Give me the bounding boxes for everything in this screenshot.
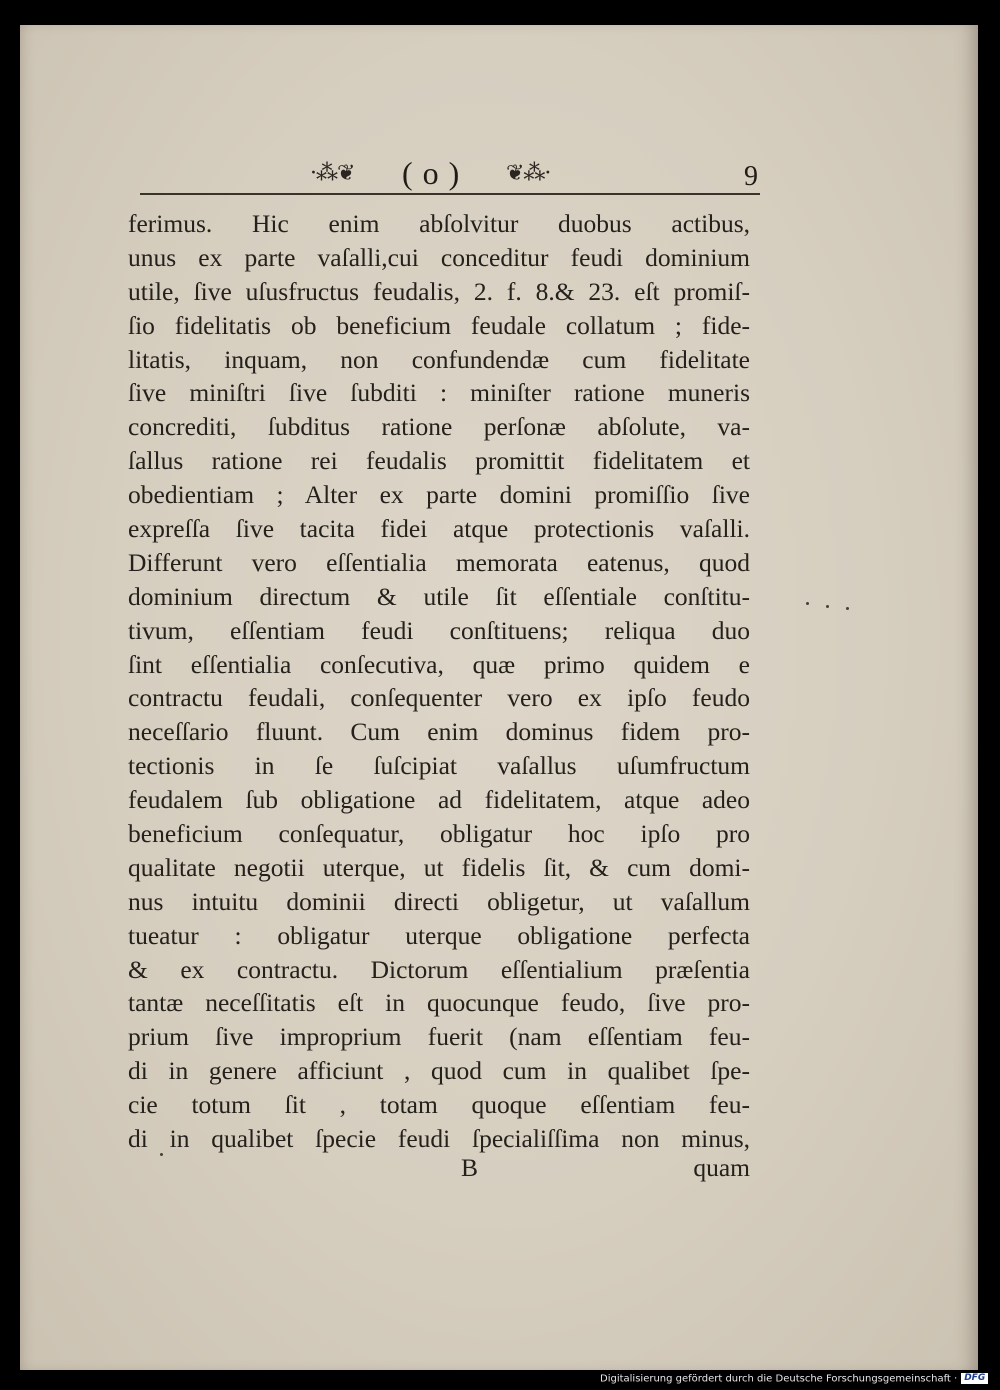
text-line: ſive miniſtri ſive ſubditi : miniſter ratione muneris — [128, 378, 750, 408]
text-line: litatis, inquam, non confundendæ cum fidelitate — [128, 344, 750, 374]
text-line: obedientiam ; Alter ex parte domini promiſſio ſive — [128, 480, 750, 510]
text-line: tivum, eſſentiam feudi conſtituens; reliqua duo — [128, 615, 750, 645]
paper-speck — [846, 607, 849, 610]
text-line: & ex contractu. Dictorum eſſentialium præſentia — [128, 954, 750, 984]
paper-speck — [806, 602, 809, 605]
body-text — [128, 207, 750, 1156]
text-line: neceſſario fluunt. Cum enim dominus fidem pro- — [128, 717, 750, 747]
text-line: di in genere afficiunt , quod cum in qualibet ſpe- — [128, 1056, 750, 1086]
text-line: ferimus. Hic enim abſolvitur duobus actibus, — [128, 209, 750, 238]
text-line: Differunt vero eſſentialia memorata eatenus, quod — [128, 547, 750, 577]
text-line: tectionis in ſe ſuſcipiat vaſallus uſumfructum — [128, 751, 750, 781]
text-line: utile, ſive uſusfructus feudalis, 2. f. 8.& 23. eſt promiſ- — [128, 276, 750, 306]
text-line: nus intuitu dominii directi obligetur, ut vaſallum — [128, 886, 750, 916]
text-line: contractu feudali, conſequenter vero ex ipſo feudo — [128, 683, 750, 713]
dfg-logo: DFG — [961, 1373, 988, 1384]
credit-text: Digitalisierung gefördert durch die Deutsche Forschungsgemeinschaft · — [600, 1373, 958, 1385]
text-line: feudalem ſub obligatione ad fidelitatem, atque adeo — [128, 785, 750, 815]
ornament-left-icon: ·⁂❦ — [310, 161, 355, 186]
running-head — [120, 153, 770, 197]
text-line: ſallus ratione rei feudalis promittit fidelitatem et — [128, 446, 750, 476]
text-line: ſio fidelitatis ob beneficium feudale collatum ; fide- — [128, 310, 750, 340]
text-line: expreſſa ſive tacita fidei atque protectionis vaſalli. — [128, 514, 750, 544]
text-line: tueatur : obligatur uterque obligatione perfecta — [128, 920, 750, 950]
header-rule — [140, 193, 760, 195]
text-line: concrediti, ſubditus ratione perſonæ abſolute, va- — [128, 412, 750, 442]
text-line: prium ſive improprium fuerit (nam eſſentiam feu- — [128, 1022, 750, 1052]
text-line: di in qualibet ſpecie feudi ſpecialiſſima non minus, — [128, 1124, 750, 1154]
text-line: cie totum ſit , totam quoque eſſentiam feu- — [128, 1090, 750, 1120]
paper-speck — [826, 605, 829, 608]
text-line: ſint eſſentialia conſecutiva, quæ primo quidem e — [128, 649, 750, 679]
digitization-credit — [600, 1373, 988, 1387]
page-number: 9 — [744, 161, 758, 192]
text-line: qualitate negotii uterque, ut fidelis ſit, & cum domi- — [128, 852, 750, 882]
page-footer — [128, 1153, 750, 1187]
text-line: unus ex parte vaſalli,cui conceditur feudi dominium — [128, 242, 750, 272]
text-line: beneficium conſequatur, obligatur hoc ipſo pro — [128, 819, 750, 849]
ornament-right-icon: ❦⁂· — [506, 161, 551, 186]
text-line: tantæ neceſſitatis eſt in quocunque feudo, ſive pro- — [128, 988, 750, 1018]
folio-marker: (o) — [402, 155, 470, 191]
text-line: dominium directum & utile ſit eſſentiale conſtitu- — [128, 581, 750, 611]
catchword: quam — [693, 1153, 750, 1182]
book-page — [20, 25, 978, 1370]
paper-speck — [160, 1153, 163, 1156]
signature-mark: B — [461, 1153, 479, 1182]
